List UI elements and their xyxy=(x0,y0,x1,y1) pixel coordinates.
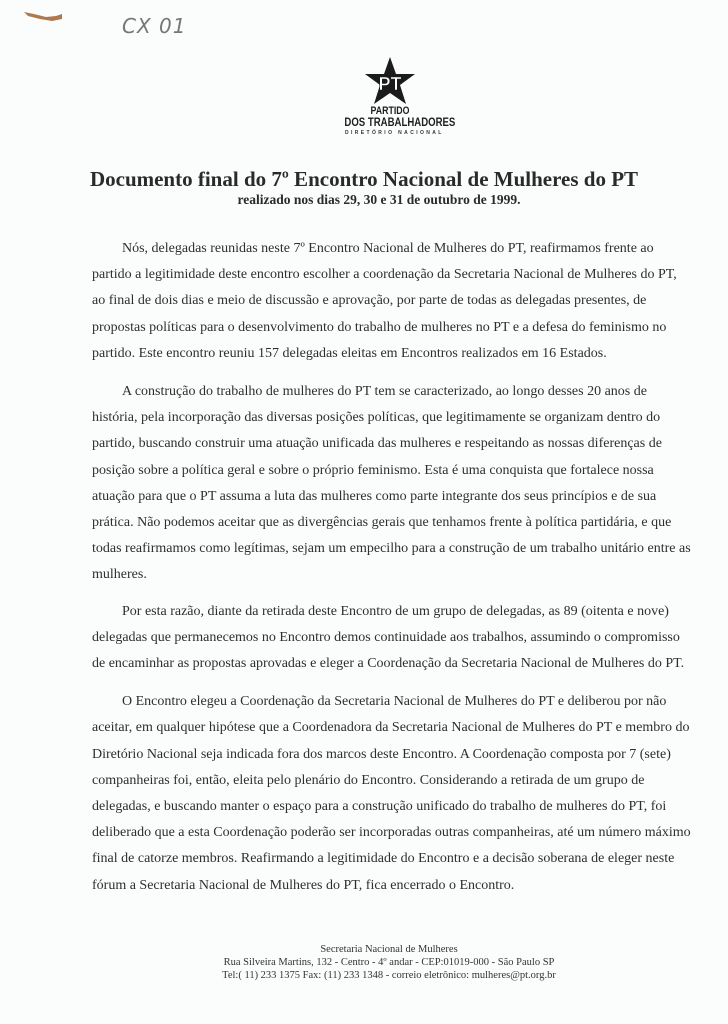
star-logo-icon xyxy=(364,56,416,106)
footer-address: Rua Silveira Martins, 132 - Centro - 4º andar - CEP:01019-000 - São Paulo SP xyxy=(223,957,555,968)
svg-text:PT: PT xyxy=(378,74,402,94)
document-body xyxy=(92,236,692,911)
document-title: Documento final do 7º Encontro Nacional de Mulheres do PT xyxy=(89,167,639,191)
document-subtitle: realizado nos dias 29, 30 e 31 de outubro de 1999. xyxy=(237,192,521,207)
pt-logo xyxy=(344,56,456,136)
paragraph: O Encontro elegeu a Coordenação da Secretaria Nacional de Mulheres do PT e deliberou por não aceitar, em qualquer hipótese que a Coordenadora da Secretaria Nacional de Mulheres do PT e membro do Diretório Nacional seja indicada fora dos marcos deste Encontro. A Coordenação composta por 7 (sete) companheiras foi, então, eleita pelo plenário do Encontro. Considerando a retirada de um grupo de delegadas, e buscando manter o espaço para a construção unificado do trabalho de mulheres do PT, foi deliberado que a esta Coordenação poderão ser incorporadas outras companheiras, até um número máximo final de catorze membros. Reafirmando a legitimidade do Encontro e a decisão soberana de eleger neste fórum a Secretaria Nacional de Mulheres do PT, fica encerrado o Encontro. xyxy=(92,694,691,893)
rust-stain-mark xyxy=(22,10,64,22)
footer-contact xyxy=(0,943,728,982)
footer-org: Secretaria Nacional de Mulheres xyxy=(320,944,458,955)
paragraph: Por esta razão, diante da retirada deste Encontro de um grupo de delegadas, as 89 (oitenta e nove) delegadas que permanecemos no Encontro demos continuidade aos trabalhos, assumindo o compromisso de encaminhar as propostas aprovadas e eleger a Coordenação da Secretaria Nacional de Mulheres do PT. xyxy=(92,603,685,672)
logo-line-diretorio: DIRETÓRIO NACIONAL xyxy=(345,130,444,136)
footer-phone-email: Tel:( 11) 233 1375 Fax: (11) 233 1348 - correio eletrônico: mulheres@pt.org.br xyxy=(222,970,556,981)
paragraph: Nós, delegadas reunidas neste 7º Encontro Nacional de Mulheres do PT, reafirmamos frente ao partido a legitimidade deste encontro escolher a coordenação da Secretaria Nacional de Mulheres do PT, ao final de dois dias e meio de discussão e aprovação, por parte de todas as delegadas presentes, de propostas políticas para o desenvolvimento do trabalho de mulheres no PT e a defesa do feminismo no partido. Este encontro reuniu 157 delegadas eleitas em Encontros realizados em 16 Estados. xyxy=(92,241,677,361)
handwritten-annotation: CX 01 xyxy=(122,14,187,38)
logo-line-partido: PARTIDO xyxy=(370,105,410,117)
logo-line-trabalhadores: DOS TRABALHADORES xyxy=(344,115,456,129)
paragraph: A construção do trabalho de mulheres do PT tem se caracterizado, ao longo desses 20 anos de história, pela incorporação das diversas posições políticas, que legitimamente se organizam dentro do partido, buscando construir uma atuação unificada das mulheres e respeitando as nossas diferenças de posição sobre a política geral e sobre o próprio feminismo. Esta é uma conquista que fortalece nossa atuação para que o PT assuma a luta das mulheres como parte integrante dos seus princípios e de sua prática. Não podemos aceitar que as divergências gerais que tenhamos frente à política partidária, e que todas reafirmamos como legítimas, sejam um empecilho para a construção de um trabalho unitário entre as mulheres. xyxy=(92,384,691,583)
